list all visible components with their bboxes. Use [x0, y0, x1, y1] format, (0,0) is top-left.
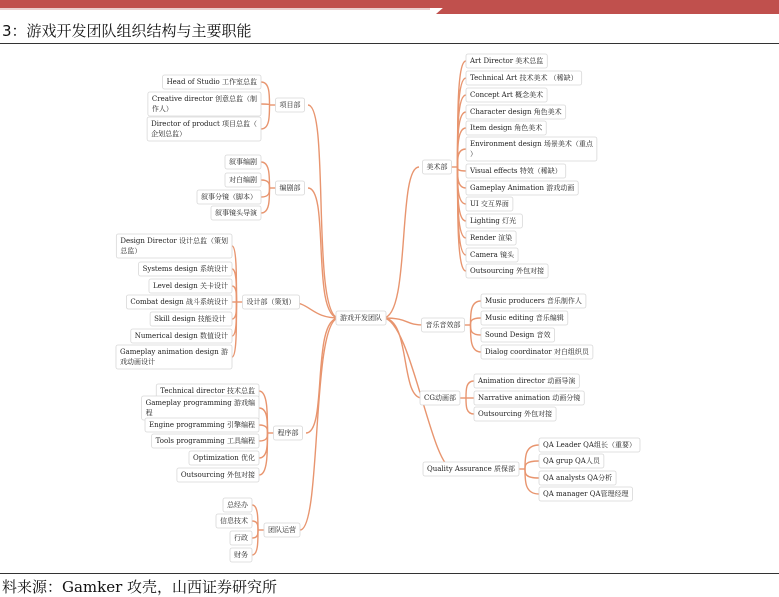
- figure-title: 3：游戏开发团队组织结构与主要职能: [2, 22, 252, 40]
- leaf-node-label: Music producers 音乐制作人: [485, 297, 582, 305]
- branch-node-label: 音乐音效部: [425, 321, 461, 329]
- leaf-node-label: Sound Design 音效: [485, 331, 551, 339]
- leaf-node: [466, 88, 547, 102]
- leaf-node: [466, 248, 518, 262]
- leaf-node: [539, 438, 640, 452]
- branch-node: [420, 391, 460, 405]
- leaf-node-label: QA Leader QA组长（重要）: [543, 441, 636, 449]
- leaf-node-label: Character design 角色美术: [470, 108, 562, 116]
- leaf-node: [126, 295, 232, 309]
- leaf-node-label: Skill design 技能设计: [154, 315, 226, 323]
- leaf-node-label: 财务: [234, 551, 249, 559]
- leaf-node: [466, 197, 513, 211]
- leaf-edge: [259, 433, 268, 458]
- leaf-node: [466, 121, 546, 135]
- leaf-node: [197, 190, 261, 204]
- leaf-node: [225, 173, 261, 187]
- leaf-node-label: Combat design 战斗系统设计: [130, 298, 229, 306]
- root-node-label: 游戏开发团队: [340, 314, 383, 322]
- leaf-edge: [470, 318, 481, 325]
- leaf-node-label: Optimization 优化: [192, 454, 256, 462]
- leaf-node: [147, 117, 261, 141]
- leaf-node: [481, 345, 593, 359]
- leaf-node-label: Music editing 音乐编辑: [485, 314, 564, 322]
- leaf-node-label: Director of product 项目总监（企划总监）: [151, 120, 258, 138]
- leaf-node: [474, 374, 579, 388]
- leaf-node-label: Outsourcing 外包对接: [180, 471, 256, 479]
- leaf-node: [142, 396, 259, 420]
- leaf-edge: [470, 325, 481, 335]
- leaf-node: [466, 231, 516, 245]
- leaf-node-label: 行政: [234, 534, 249, 542]
- leaf-node-label: Dialog coordinator 对白组织员: [485, 348, 589, 356]
- leaf-node: [466, 71, 582, 85]
- leaf-node: [474, 407, 556, 421]
- leaf-node: [152, 434, 259, 448]
- leaf-node: [131, 329, 232, 343]
- leaf-edge: [457, 167, 466, 171]
- root-branch-edge: [300, 318, 339, 530]
- leaf-edge: [470, 325, 481, 352]
- leaf-node-label: Outsourcing 外包对接: [470, 267, 545, 275]
- branch-node-label: 编剧部: [279, 184, 301, 192]
- leaf-edge: [261, 162, 270, 188]
- source-rule: [0, 573, 779, 574]
- leaf-node-label: UI 交互界面: [470, 200, 509, 208]
- leaf-node-label: 对白编剧: [229, 176, 258, 184]
- branch-node: [422, 318, 465, 332]
- leaf-node-label: Render 渲染: [470, 234, 513, 242]
- leaf-node: [230, 531, 252, 545]
- leaf-node-label: Design Director 设计总监（策划总监）: [120, 237, 229, 255]
- leaf-node-label: Gameplay programming 游戏编程: [145, 399, 256, 417]
- branch-node: [423, 462, 519, 476]
- leaf-node: [189, 451, 259, 465]
- branch-node: [264, 523, 300, 537]
- branch-node-label: 项目部: [279, 101, 301, 109]
- leaf-edge: [252, 521, 258, 530]
- leaf-edge: [525, 469, 539, 494]
- leaf-node-label: Visual effects 特效（稀缺）: [470, 167, 562, 175]
- leaf-node-label: Head of Studio 工作室总监: [166, 78, 258, 86]
- leaf-edge: [252, 505, 258, 530]
- branch-node-label: 设计部（策划）: [246, 298, 296, 306]
- leaf-node-label: 叙事镜头导演: [215, 209, 258, 217]
- leaf-node: [474, 391, 584, 405]
- leaf-edge: [232, 286, 237, 302]
- leaf-node-label: Technical director 技术总监: [160, 387, 256, 395]
- leaf-node-label: 信息技术: [220, 517, 249, 525]
- leaf-node-label: Technical Art 技术美术 （稀缺）: [470, 74, 578, 82]
- leaf-node: [211, 206, 261, 220]
- leaf-node-label: Outsourcing 外包对接: [478, 410, 553, 418]
- leaf-node: [116, 345, 232, 369]
- leaf-node-label: Lighting 灯光: [470, 217, 517, 225]
- leaf-node: [481, 294, 586, 308]
- branch-node: [276, 98, 305, 112]
- branch-node: [274, 426, 303, 440]
- leaf-node: [466, 181, 578, 195]
- leaf-node: [150, 312, 232, 326]
- root-branch-edge: [383, 167, 419, 318]
- leaf-node-label: Systems design 系统设计: [142, 265, 229, 273]
- leaf-node: [139, 262, 232, 276]
- leaf-node-label: Item design 角色美术: [470, 124, 543, 132]
- leaf-edge: [261, 82, 270, 105]
- leaf-node: [149, 279, 232, 293]
- leaf-edge: [261, 188, 270, 197]
- leaf-node-label: Gameplay Animation 游戏动画: [470, 184, 575, 192]
- leaf-node: [466, 164, 566, 178]
- root-branch-edge: [306, 318, 339, 433]
- leaf-node-label: QA analysts QA分析: [543, 474, 613, 482]
- leaf-edge: [259, 433, 268, 441]
- leaf-node-label: Narrative animation 动画分镜: [478, 394, 581, 402]
- branch-node-label: CG动画部: [424, 394, 456, 402]
- leaf-node-label: Gameplay animation design 游戏动画设计: [119, 348, 229, 366]
- leaf-edge: [261, 105, 270, 129]
- leaf-node: [177, 468, 259, 482]
- branch-node: [423, 160, 452, 174]
- leaf-node: [216, 514, 252, 528]
- leaf-node: [466, 54, 547, 68]
- leaf-node-label: Animation director 动画导演: [478, 377, 576, 385]
- leaf-node: [116, 234, 232, 258]
- leaf-edge: [466, 398, 474, 414]
- source-note: 料来源：Gamker 攻壳，山西证券研究所: [2, 578, 278, 596]
- leaf-node-label: 叙事编剧: [229, 158, 258, 166]
- leaf-node-label: QA manager QA管理经理: [543, 490, 629, 498]
- leaf-node: [481, 328, 555, 342]
- leaf-node-label: 叙事分镜（脚本）: [201, 193, 258, 201]
- leaf-node-label: Camera 镜头: [470, 251, 515, 259]
- leaf-node-label: Engine programming 引擎编程: [149, 421, 256, 429]
- branch-node: [276, 181, 305, 195]
- leaf-node: [466, 264, 548, 278]
- leaf-node-label: QA grup QA人员: [543, 457, 600, 465]
- leaf-node: [163, 75, 261, 89]
- leaf-node: [466, 105, 566, 119]
- leaf-edge: [259, 425, 268, 433]
- leaf-node: [539, 487, 633, 501]
- leaf-edge: [525, 445, 539, 469]
- leaf-node-label: 总经办: [227, 501, 249, 509]
- leaf-node: [223, 498, 252, 512]
- leaf-node: [466, 137, 597, 161]
- leaf-edge: [252, 530, 258, 538]
- leaf-edge: [525, 461, 539, 469]
- leaf-node: [225, 155, 261, 169]
- leaf-node: [539, 471, 616, 485]
- leaf-node-label: Art Director 美术总监: [470, 57, 544, 65]
- root-node: [336, 311, 386, 325]
- leaf-edge: [457, 149, 466, 167]
- leaf-node-label: Concept Art 概念美术: [470, 91, 544, 99]
- leaf-node-label: Numerical design 数值设计: [134, 332, 229, 340]
- branch-node: [243, 295, 300, 309]
- leaf-node: [466, 214, 522, 228]
- leaf-edge: [261, 188, 270, 213]
- leaf-node: [148, 92, 261, 116]
- leaf-node-label: Tools programming 工具编程: [155, 437, 256, 445]
- leaf-node-label: Environment design 场景美术（重点）: [470, 140, 593, 158]
- leaf-edge: [259, 408, 268, 433]
- branch-node-label: 团队运营: [268, 526, 297, 534]
- leaf-node: [481, 311, 568, 325]
- leaf-edge: [232, 302, 237, 357]
- leaf-edge: [466, 381, 474, 398]
- leaf-edge: [470, 301, 481, 325]
- leaf-node-label: Level design 关卡设计: [152, 282, 229, 290]
- root-branch-edge: [383, 318, 422, 398]
- branch-node-label: 程序部: [277, 429, 299, 437]
- branch-node-label: Quality Assurance 质保部: [427, 465, 515, 473]
- leaf-edge: [525, 469, 539, 478]
- leaf-node-label: Creative director 创意总监（制作人）: [151, 95, 258, 113]
- leaf-node: [230, 548, 252, 562]
- branch-node-label: 美术部: [426, 163, 448, 171]
- leaf-node: [145, 418, 259, 432]
- leaf-node: [539, 454, 604, 468]
- leaf-edge: [261, 180, 270, 188]
- leaf-edge: [261, 104, 270, 105]
